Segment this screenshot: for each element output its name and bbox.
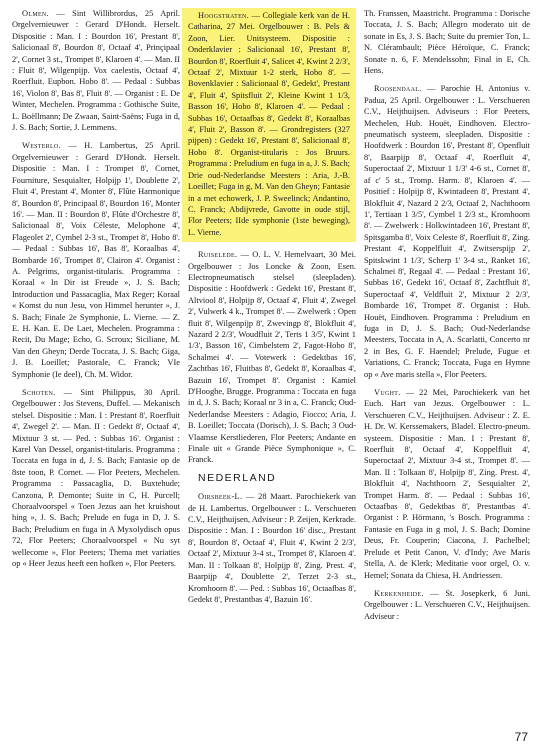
entry-schoten <box>12 387 180 570</box>
entry-roosendaal <box>364 83 530 380</box>
entry-westerlo <box>12 140 180 380</box>
entry-text: — 22 Mei, Parochiekerk van het Euch. Hart van Jezus. Orgelbouwer : L. Verschueren C.V., Heijthuijsen. Adviseur : Z. E. H. Dr. W. Kerssemakers, Bladel. Electro-pneum. systeem. Dispositie : Man. I : Prestant 8', Roerfluit 8', Octaaf 4', Koppelfluit 4', Superoctaaf 2', Mixtuur 3-4 st., Trompet 8'. — Man. II : Tolkaan 8', Holpijp 8', Zing. Prest. 4', Blokfluit 4', Nachthoorn 2', Sesquialter 2', Trompet Harm. 8'. — Pedaal : Subbas 16', Octaafbas 8', Gedektbas 8', Prestantbas 4'. Organist : P. Hörmann, 's Bosch. Programma : Fantasie en Fuga in g mol, J. S. Bach; Domine Deus, Fr. Couperin; Ciacona, J. Pachelbel; Prelude et Petit Canon, V. d'Indy; Ave Maris Stella, A. de Klerk; Meditatie voor orgel, O. v. Hemel; Sonata da Chiesa, H. Andriessen. <box>364 388 530 580</box>
entry-text: — Sint Willibrordus, 25 April. Orgelvernieuwer : Gerard D'Hondt. Herselt. Dispositie : Man. I : Bourdon 16', Prestant 8', Salicionaal 8', Bourdon 8', Octaaf 4', Prinçipaal 2', Cornet 3 st., Trompet 8', Klaroen 4'. — Man. II : Fluit 8', Wilgenpijp. Vox caelestis, Octaaf 4', Roerfluit. Eupbon. Hobo 8'. — Pedaal : Subbas 16', Violon 8', Bas 8', Fluit 8'. — Organist : E. De Winter, Mechelen. Programma : Gothische Suite, L. Boëllmann; De Zwaan, Saint-Saëns; Fuga in d, J. S. Bach; Sortie, J. Lemmens. <box>12 9 181 133</box>
entry-place: Ruiselede. <box>198 250 238 260</box>
entry-place: Hoogstraten. <box>198 11 250 20</box>
entry-place: Kerkenheide. <box>374 588 424 598</box>
entry-text: — Parochie H. Antonius v. Padua, 25 April. Orgelbouwer : L. Verschueren C.V., Heijthuijsen. Adviseurs : Flor Peeters, Mechelen, Hub. Houët, Eindhoven. Electro-pneumatisch systeem, sleepladen. Dispositie : Hoofdwerk : Bourdon 16', Prestant 8', Openfluit 8', Baarpijp 8', Octaaf 4', Roerfluit 4', Superoctaaf 2', Mixtuur 1 1/3' 4-6 st., Cornet 8', af c' 5 st., Tromp. Harm. 8', Klaroen 4'. — Positief : Holpijp 8', Kwintadeen 8', Prestant 4', Blokfluit 4', Nazard 2 2/3, Octaaf 2, Nachthoorn 1', Tertiaan 1 3/5', Cymbel 1 2/3 st., Kromhoorn 8'. — Zwelwerk : Holkwintadeen 16', Prestant 8', Spitsgamba 8', Voix Celeste 8', Roerfluit 8', Zing. Prestant 4', Koppelfluit 4', Zwitserspijp 2', Spitskwint 1 1/3', Scherp 1' 3-4 st., Ranket 16', Schalmei 8', Regaal 4'. — Pedaal : Prestant 16', Subbas 16', Gedekt 16', Octaaf 8', Zachtfluit 8', Superoctaaf 4', Veldfluit 2', Mixtuur 2 2/3', Bombarde 16', Trompet 8'. Organist : Hub. Houët, Eindhoven. Programma : Preludium en fuga in D, J. S. Bach; Oud-Nederlandse Meesters, Toccata in A, A. Scarlatti, Concerto nr 2 in Bes, G. F. Haendel; Prelude, Fugue et Variations, C. Franck; Toccata, Fuga en Hymne op « Ave maris stella », Flor Peeters. <box>364 84 530 379</box>
column-left <box>12 8 180 577</box>
entry-place: Schoten. <box>22 388 56 397</box>
entry-place: Westerlo. <box>22 141 62 151</box>
entry-kerkenheide <box>364 588 530 622</box>
entry-vught <box>364 387 530 581</box>
entry-place: Oirsbeek-L. <box>198 492 243 502</box>
entry-hoogstraten <box>188 10 350 238</box>
highlighted-entry <box>182 8 356 242</box>
entry-continued <box>364 8 530 76</box>
column-right <box>364 8 530 629</box>
entry-place: Roosendaal. <box>374 84 422 94</box>
section-heading: NEDERLAND <box>198 471 277 484</box>
entry-text: — 28 Maart. Parochiekerk van de H. Lambertus. Orgelbouwer : L. Verschueren C.V., Heijthuijsen, Adviseur : P. Zeijen, Kerkrade. Dispositie : Man. I : Bourdon 16' disc., Prestant 8', Bourdon 8', Octaaf 4', Fluit 4', Kwint 2 2/3', Octaaf 2', Mixtuur 3-4 st., Trompet 8', Klaroen 4'. Man. II : Tolkaan 8', Holpijp 8', Zing. Prest. 4', Baarpijp 4', Doublette 2', Terzet 2-3 st., Kromhoorn 8'. — Ped. : Subbas 16', Octaafbas 8', Gedekt 8', Prestantbas 4', Bazuin 16'. <box>188 492 356 604</box>
entry-text: Th. Franssen, Maastricht. Programma : Dorische Toccata, J. S. Bach; Allegro moderato uit de sonate in Es, J. S. Bach; Suite du premier Ton, L. N. Clérambault; Pièce Héroïque, C. Franck; Sonate n. 6, F. Mendelssohn; Final in E, Ch. Hens. <box>364 9 530 76</box>
entry-text: — Collegiale kerk van de H. Catharina, 27 Mei. Orgelbouwer : B. Pels & Zoon, Lier. Unitsysteem. Dispositie : Onderklavier : Salicionaal 16', Prestant 8', Bourdon 8', Roerfluit 4', Salicet 4', Kwint 2 2/3', Octaaf 2', Mixtuur 1-2 sterk, Hobo 8'. — Bovenklavier : Salicionaal 8', Gedekt', Prestant 4', Fluit 4', Spitsfluit 2', Kleine Kwint 1 1/3, Basson 16', Hobo 8', Klaroen 4'. — Pedaal : Subbas 16', Octaafbas 8', Gedekt 8', Koraalbas 4', Fluit 2', Basson 8'. — Grondregisters (327 pijpen) : Gedekt 16', Prestant 8', Salicionaal 8', Hobo 8'. Organist-titularis : Jos Bruurs. Programma : Preludium en fuga in a, J. S. Bach; Drie oud-Nederlandse Meesters : Aria, J.-B. Loeillet; Fuga in g, M. Van den Gheyn; Fantasie in a met echowerk, J. P. Sweelinck; Andantino, C. Franck; Abdijvrede, Gavotte in oude stijl, Flor Peeters; IIde symphonie (1ste beweging), L. Vierne. <box>188 11 350 237</box>
entry-olmen <box>12 8 180 133</box>
entry-text: — St. Josepkerk, 6 Juni. Orgelbouwer : L. Verschueren C.V., Heijthuijsen. Adviseur : <box>364 588 531 621</box>
entry-ruiselede <box>188 249 356 466</box>
column-middle <box>188 8 356 612</box>
entry-text: — H. Lambertus, 25 April. Orgelvernieuwer : Gerard D'Hondt. Herselt. Dispositie : Man. I : Trompet 8', Cornet, Fourniture, Sesquialter, Holpijp 1', Doublette 2', Fluit 4', Prestant 4', Monter 8', Flûte Harmonique 8', Bourdon 8', Principaal 8', Bourdon 16', Monter 16'. — Man. II : Bourdon 8', Flûte d'Orchestre 8', Salicionaal 8', Voix Céleste, Melophone 4', Flageolet 2', Cymbel 2-3 st., Trompet 8', Hobo 8'. — Pedaal : Subbas 16', Bas 8', Koraalbas 4', Bombarde 16', Trompet 8', Clairon 4'. Organist : A. Pelgrims, organist-titularis. Programma : Koraal « In Dir ist Freude », J. S. Bach; Introduction und Passacaglia, Max Reger; Koraal « Komst du nun Jesu, von Himmel herunter », J. S. Bach; Finale 2e Symphonie, L. Vierne. — Z. E. H. Kan. E. De Laet, Mechelen. Programma : Recit, Du Mage; Echo, G. Scroux; Siciliane, M. Van den Gheyn; Derde Toccata, J. S. Bach; Giga, J. B. Loeillet; Pastorale, C. Franck; VIe Symphonie (Ie deel), Ch. M. Widor. <box>12 141 181 379</box>
entry-place: Vught. <box>374 388 401 397</box>
entry-oirsbeek <box>188 491 356 605</box>
entry-text: — Sint Philippus, 30 April. Orgelbouwer : Jos Stevens, Duffel. — Mekanisch stelsel. Dispositie : Man. I : Prestant 8', Roerfluit 4', Zwegel 2'. — Man. II : Gedekt 8', Octaaf 4', Mixtuur 3 st. — Ped. : Subbas 16'. Organist : Karel Van Dessel, organist-titularis. Programma : Toccata en fuga in d, J. S. Bach; Fantasie op de 8ste toon, P. Cornet. — Flor Peeters, Mechelen. Programma : Passacaglia, D. Buxtehude; Canzona, P. Demonte; Suite in C, H. Purcell; Choraalvoorspel « Toen Jezus aan het kruishout hing », J. S. Bach; Prelude en fuga in D, J. S. Bach; Preludium en fuga in A Myxolydisch opus 72, Flor Peeters; Choraalvoorspel « Nu syt wellecome », Flor Peeters; Thema met variaties op « Heer Jezus heeft een hofken », Flor Peeters. <box>12 388 180 569</box>
page-number: 77 <box>514 730 528 744</box>
entry-text: — O. L. V. Hemelvaart, 30 Mei. Orgelbouwer : Jos Loncke & Zoon, Esen. Electropneumatisch stelsel (sleepladen). Dispositie : Hoofdwerk : Gedekt 16', Prestant 8', Altviool 8', Holpijp 8', Octaaf 4', Fluit 4', Zwegel 2', Vulwerk 4 k., Trompet 8'. — Zwelwerk : Open fluit 8', Wilgenpijp 8', Zwevingp 8', Blokfluit 4', Nazard 2 2/3', Woudfluit 2', Terts 1 3/5', Kwint 1 1/3', Basson 16', Cimbelstem 2', Fagot-Hobo 8', Schalmei 4'. — Votewerk : Gedektbas 16', Zachtbas 16', Fluitbas 8', Gedekt 8', Koraalbas 4', Bazuin 16', Trompet 8'. Organist : Kamiel D'Hooghe, Brugge. Programma : Toccata en fuga in d, J. S. Bach; Koraal nr 3 in a, C. Franck; Oud-Nederlandse Meesters : Adagio, Fiocco; Aria, J. B. Loeillet; Toccata (Dorisch), J. S. Bach; 3 Oud-Vlaamse Kerstliederen, Flor Peeters; Andante en Finale uit « Grande Pièce Symphonique », C. Franck. <box>188 250 356 465</box>
entry-place: Olmen. <box>22 9 49 18</box>
